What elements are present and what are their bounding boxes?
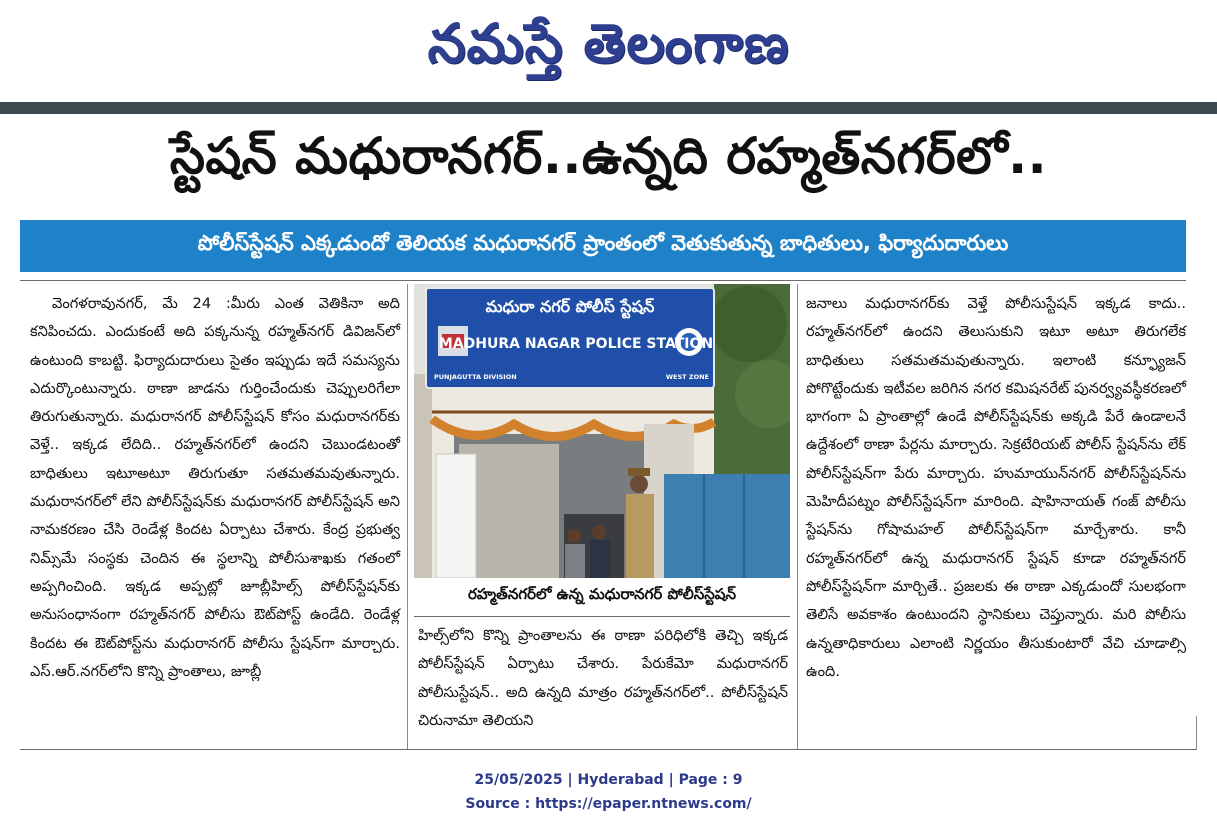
newspaper-logo-title: నమస్తే తెలంగాణ xyxy=(427,11,790,75)
footer-date-page: 25/05/2025 | Hyderabad | Page : 9 xyxy=(474,772,743,788)
article-column-3 xyxy=(806,290,1186,686)
blue-gate xyxy=(664,474,790,578)
sign-telugu-text: మధురా నగర్ పోలీస్ స్టేషన్ xyxy=(485,297,655,316)
article-headline: స్టేషన్ మధురానగర్..ఉన్నది రహ్మత్‌నగర్‌లో.. xyxy=(169,126,1048,185)
column-2-text: హిల్స్‌లోని కొన్ని ప్రాంతాలను ఈ ఠాణా పరిధిలోకి తెచ్చి ఇక్కడ పోలీస్‌స్టేషన్ ఏర్పాటు చేశారు. పేరుకేమో మధురానగర్ పోలీసుస్టేషన్.. అది ఉన్నది మాత్రం రహ్మత్‌నగర్‌లో.. పోలీస్‌స్టేషన్ చిరునామా తెలియని xyxy=(418,627,788,729)
masthead-divider-bar xyxy=(0,102,1217,114)
footer-source-link[interactable]: Source : https://epaper.ntnews.com/ xyxy=(465,796,752,812)
article-subheadline: పోలీస్‌స్టేషన్ ఎక్కడుందో తెలియక మధురానగర్ ప్రాంతంలో వెతుకుతున్న బాధితులు, ఫిర్యాదుదారులు xyxy=(20,220,1186,272)
subhead-underline xyxy=(20,280,1186,281)
police-cap-icon xyxy=(628,468,650,476)
article-column-1 xyxy=(30,290,400,686)
article-bottom-rule xyxy=(20,749,1197,750)
sign-division-text: PUNJAGUTTA DIVISION xyxy=(434,373,517,381)
police-officer-uniform xyxy=(626,494,654,578)
article-column-2 xyxy=(418,622,788,735)
left-wall-panel xyxy=(414,374,432,578)
tree-foliage-1 xyxy=(711,286,787,362)
sign-english-text: MADHURA NAGAR POLICE STATION xyxy=(438,336,714,352)
column-divider-left xyxy=(407,284,408,749)
masthead xyxy=(0,0,1217,100)
police-station-photo xyxy=(414,284,790,578)
police-station-photo-svg xyxy=(414,284,790,578)
column-1-text: వెంగళరావునగర్, మే 24 :మీరు ఎంత వెతికినా అది కనిపించదు. ఎందుకంటే అది పక్కనున్న రహ్మత్‌నగర్ డివిజన్‌లో ఉంటుంది కాబట్టి. ఫిర్యాదుదారులు సైతం ఇప్పుడు ఇదే సమస్యను ఎదుర్కొంటున్నారు. ఠాణా జాడను గుర్తించేందుకు చెప్పులరిగేలా తిరుగుతున్నారు. మధురానగర్ పోలీస్‌స్టేషన్ కోసం మధురానగర్‌కు వెళ్తే.. ఇక్కడ లేదిది.. రహ్మత్‌నగర్‌లో ఉందని చెబుండటంతో బాధితులు ఇటూఅటూ తిరుగుతూ సతమతమవుతున్నారు. మధురానగర్‌లో లేని పోలీస్‌స్టేషన్‌కు మధురానగర్ పోలీస్‌స్టేషన్ అని నామకరణం చేసి రెండేళ్ల కిందట ఏర్పాటు చేశారు. కేంద్ర ప్రభుత్వ నిమ్స్‌మే సంస్థకు చెందిన ఈ స్థలాన్ని పోలీసుశాఖకు గతంలో అప్పగించింది. ఇక్కడ అప్పట్లో జూబ్లీహిల్స్ పోలీస్‌స్టేషన్‌కు అనుసంధానంగా రహ్మత్‌నగర్ పోలీసు ఔట్‌పోస్ట్ ఉండేది. రెండేళ్ల కిందట ఈ ఔట్‌పోస్ట్‌ను మధురానగర్ పోలీసు స్టేషన్‌గా మార్చారు. ఎస్.ఆర్.నగర్‌లోని కొన్ని ప్రాంతాలు, జూబ్లీ xyxy=(30,295,400,680)
police-officer-head xyxy=(630,475,648,493)
article-right-border xyxy=(1196,716,1197,750)
visitor-body-2 xyxy=(565,544,585,578)
caption-underline xyxy=(414,616,790,617)
visitor-body-1 xyxy=(590,540,610,578)
visitor-head-1 xyxy=(592,525,606,539)
visitor-head-2 xyxy=(567,529,581,543)
page-footer xyxy=(0,768,1217,816)
column-3-text: జనాలు మధురానగర్‌కు వెళ్తే పోలీసుస్టేషన్ ఇక్కడ కాదు.. రహ్మత్‌నగర్‌లో ఉందని తెలుసుకుని ఇటూ అటూ తిరుగలేక బాధితులు సతమతమవుతున్నారు. ఇలాంటి కన్ఫ్యూజన్ పోగొట్టేందుకు ఇటీవల జరిగిన నగర కమిషనరేట్ పునర్వ్యవస్థీకరణలో భాగంగా ఏ ప్రాంతాల్లో ఉండే పోలీస్‌స్టేషన్‌కు అక్కడి పేరే ఉండాలనే ఉద్దేశంలో ఠాణా పేర్లను మార్చారు. సెక్రటేరియట్ పోలీస్ స్టేషన్‌ను లేక్ పోలీస్‌స్టేషన్‌గా పేరు మార్చారు. హుమాయున్‌నగర్ పోలీస్‌స్టేషన్‌ను మెహిదీపట్నం పోలీస్‌స్టేషన్‌గా మారింది. షాహినాయత్ గంజ్ పోలీసు స్టేషన్‌ను గోషామహల్ పోలీస్‌స్టేషన్‌గా మార్చేశారు. కానీ రహ్మత్‌నగర్‌లో ఉన్న మధురానగర్ స్టేషన్ కూడా రహ్మత్‌నగర్ పోలీస్‌స్టేషన్‌గా మార్చితే.. ప్రజలకు ఈ ఠాణా ఎక్కడుందో సులభంగా తెలిసే అవకాశం ఉంటుందని స్థానికులు చెప్తున్నారు. మరి పోలీసు ఉన్నతాధికారులు ఎలాంటి నిర్ణయం తీసుకుంటారో వేచి చూడాల్సి ఉంది. xyxy=(806,295,1186,680)
photo-caption: రహ్మత్‌నగర్‌లో ఉన్న మధురానగర్ పోలీస్‌స్టేషన్ xyxy=(414,578,790,614)
sign-zone-text: WEST ZONE xyxy=(665,373,709,381)
column-divider-right xyxy=(797,284,798,749)
white-door xyxy=(436,454,476,578)
